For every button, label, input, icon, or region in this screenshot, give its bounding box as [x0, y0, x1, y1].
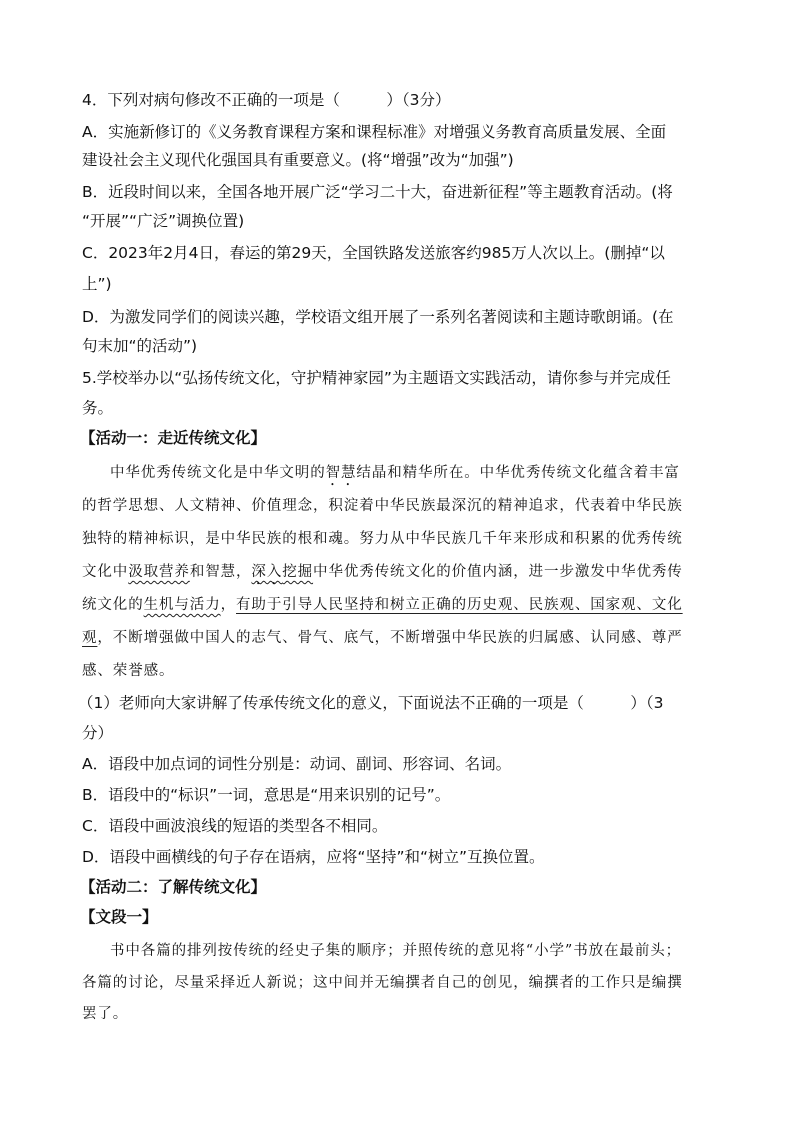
sub1-stem-line1: （1）老师向大家讲解了传承传统文化的意义，下面说法不正确的一项是（ ）（3 [78, 694, 664, 712]
q4-option-c-line1: C．2023年2月4日，春运的第29天，全国铁路发送旅客约985万人次以上。(删掉“以 [82, 244, 665, 262]
passage1-line5: 统文化的生机与活力，有助于引导人民坚持和树立正确的历史观、民族观、国家观、文化 [82, 597, 683, 613]
passage1-line7: 感、荣誉感。 [82, 663, 175, 679]
sub1-option-b: B．语段中的“标识”一词，意思是“用来识别的记号”。 [82, 786, 451, 804]
q5-stem-line2: 务。 [82, 399, 114, 417]
passage2-line3: 罢了。 [82, 1006, 129, 1022]
wavy-phrase-jiqu-yingyang: 汲取营养 [128, 564, 190, 580]
activity-one-heading: 【活动一：走近传统文化】 [80, 429, 267, 447]
passage1-line6: 观，不断增强做中国人的志气、骨气、底气，不断增强中华民族的归属感、认同感、尊严 [82, 630, 683, 646]
passage1-line3: 独特的精神标识，是中华民族的根和魂。努力从中华民族几千年来形成和积累的优秀传统 [82, 531, 683, 547]
q5-stem-line1: 5.学校举办以“弘扬传统文化，守护精神家园”为主题语文实践活动，请你参与并完成任 [82, 369, 671, 387]
passage1-line2: 的哲学思想、人文精神、价值理念，积淀着中华民族最深沉的精神追求，代表着中华民族 [82, 498, 683, 514]
underlined-sentence-part1: 有助于引导人民坚持和树立正确的历史观、民族观、国家观、文化 [236, 597, 683, 613]
passage1-line1: 中华优秀传统文化是中华文明的智慧结晶和精华所在。中华优秀传统文化蕴含着丰富 [110, 465, 680, 481]
sub1-option-a: A．语段中加点词的词性分别是：动词、副词、形容词、名词。 [82, 755, 512, 773]
wavy-word-wajue: 挖掘 [282, 564, 314, 580]
q4-option-b-line2: “开展”“广泛”调换位置) [82, 212, 245, 230]
underlined-sentence-part2: 观 [82, 630, 98, 646]
passage2-line2: 各篇的讨论，尽量采择近人新说；这中间并无编撰者自己的创见，编撰者的工作只是编撰 [82, 975, 683, 991]
q4-option-a-line1: A．实施新修订的《义务教育课程方案和课程标准》对增强义务教育高质量发展、全面 [82, 123, 667, 141]
activity-two-heading: 【活动二：了解传统文化】 [80, 878, 267, 896]
passage1-line4: 文化中汲取营养和智慧，深入挖掘中华优秀传统文化的价值内涵，进一步激发中华优秀传 [82, 564, 683, 580]
dotted-wavy-word-shenru: 深入 [251, 564, 283, 580]
sub1-stem-line2: 分） [82, 724, 114, 742]
q4-option-a-line2: 建设社会主义现代化强国具有重要意义。(将“增强”改为“加强”) [82, 151, 514, 169]
q4-option-d-line1: D．为激发同学们的阅读兴趣，学校语文组开展了一系列名著阅读和主题诗歌朗诵。(在 [82, 308, 674, 326]
segment-one-heading: 【文段一】 [80, 908, 158, 926]
sub1-option-c: C．语段中画波浪线的短语的类型各不相同。 [82, 817, 388, 835]
passage2-line1: 书中各篇的排列按传统的经史子集的顺序；并照传统的意见将“小学”书放在最前头； [110, 943, 682, 959]
wavy-phrase-shengji-yu-huoli: 生机与活力 [143, 597, 221, 613]
q4-stem: 4．下列对病句修改不正确的一项是（ ）（3分） [82, 91, 451, 109]
sub1-option-d: D．语段中画横线的句子存在语病，应将“坚持”和“树立”互换位置。 [82, 848, 545, 866]
q4-option-b-line1: B．近段时间以来，全国各地开展广泛“学习二十大，奋进新征程”等主题教育活动。(将 [82, 183, 673, 201]
q4-option-d-line2: 句末加“的活动”) [82, 337, 198, 355]
dotted-word-zhihui: 智慧 [325, 465, 357, 481]
q4-option-c-line2: 上”) [82, 275, 112, 293]
